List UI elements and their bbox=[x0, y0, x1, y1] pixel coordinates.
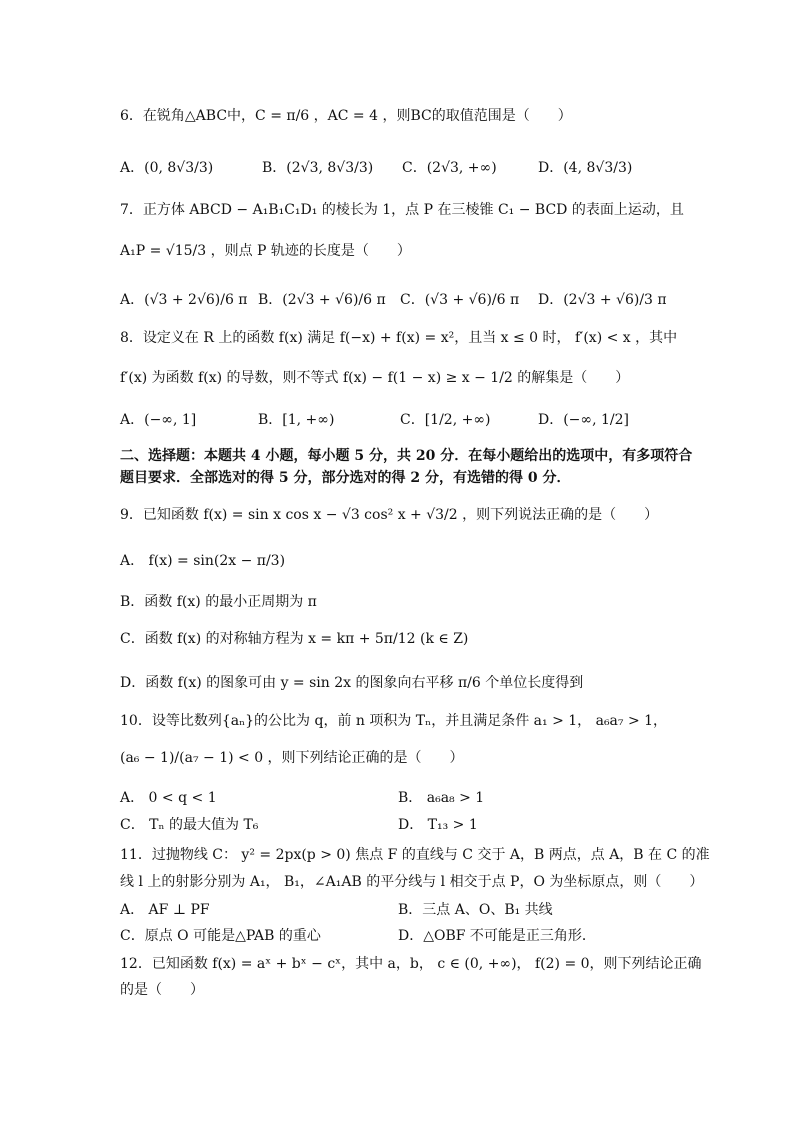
q8-option-d: D．(−∞, 1/2] bbox=[538, 412, 629, 428]
q7-option-b: B．(2√3 + √6)/6 π bbox=[258, 292, 386, 308]
q8-option-a: A．(−∞, 1] bbox=[120, 412, 197, 428]
q10-option-d: D． T₁₃ > 1 bbox=[398, 817, 478, 833]
q6-option-b: B．(2√3, 8√3/3) bbox=[262, 160, 374, 176]
q10-option-b: B． a₆a₈ > 1 bbox=[398, 790, 485, 806]
q11-option-d: D．△OBF 不可能是正三角形． bbox=[398, 928, 596, 944]
q10-option-c: C． Tₙ 的最大值为 T₆ bbox=[120, 817, 259, 833]
q11-option-a: A． AF ⊥ PF bbox=[120, 902, 210, 918]
q8-option-c: C．[1/2, +∞) bbox=[400, 412, 491, 428]
q7-option-d: D．(2√3 + √6)/3 π bbox=[538, 292, 667, 308]
q7-option-a: A．(√3 + 2√6)/6 π bbox=[120, 292, 248, 308]
q10-option-a: A． 0 < q < 1 bbox=[120, 790, 217, 806]
q11-option-c: C．原点 O 可能是△PAB 的重心 bbox=[120, 928, 321, 944]
q7-stem-line1: 7．正方体 ABCD − A₁B₁C₁D₁ 的棱长为 1，点 P 在三棱锥 C₁ − BCD 的表面上运动，且 bbox=[120, 202, 684, 218]
q11-stem-line2: 线 l 上的射影分别为 A₁， B₁，∠A₁AB 的平分线与 l 相交于点 P，O 为坐标原点，则（ ） bbox=[120, 874, 704, 890]
q6-option-d: D．(4, 8√3/3) bbox=[538, 160, 633, 176]
q7-stem-line2: A₁P = √15/3 ，则点 P 轨迹的长度是（ ） bbox=[120, 243, 411, 259]
section2-heading-line1: 二、选择题：本题共 4 小题，每小题 5 分，共 20 分．在每小题给出的选项中，有多项符合 bbox=[120, 448, 693, 464]
section2-heading-line2: 题目要求．全部选对的得 5 分，部分选对的得 2 分，有选错的得 0 分． bbox=[120, 470, 571, 486]
q10-stem-line1: 10．设等比数列{aₙ}的公比为 q，前 n 项积为 Tₙ，并且满足条件 a₁ > 1， a₆a₇ > 1， bbox=[120, 713, 668, 729]
q6-stem: 6．在锐角△ABC中，C = π/6 ，AC = 4 ，则BC的取值范围是（ ） bbox=[120, 108, 572, 124]
q10-stem-line2: (a₆ − 1)/(a₇ − 1) < 0 ，则下列结论正确的是（ ） bbox=[120, 750, 464, 766]
q8-option-b: B．[1, +∞) bbox=[258, 412, 335, 428]
q12-stem-line2: 的是（ ） bbox=[120, 982, 204, 998]
q9-option-c: C．函数 f(x) 的对称轴方程为 x = kπ + 5π/12 (k ∈ Z) bbox=[120, 631, 469, 647]
q9-option-a: A． f(x) = sin(2x − π/3) bbox=[120, 553, 286, 569]
q9-stem: 9．已知函数 f(x) = sin x cos x − √3 cos² x + √3/2 ，则下列说法正确的是（ ） bbox=[120, 507, 659, 523]
q8-stem-line2: f′(x) 为函数 f(x) 的导数，则不等式 f(x) − f(1 − x) ≥ x − 1/2 的解集是（ ） bbox=[120, 370, 630, 386]
q12-stem-line1: 12．已知函数 f(x) = aˣ + bˣ − cˣ，其中 a，b， c ∈ (0, +∞)， f(2) = 0，则下列结论正确 bbox=[120, 956, 702, 972]
q11-option-b: B．三点 A、O、B₁ 共线 bbox=[398, 902, 553, 918]
q8-stem-line1: 8．设定义在 R 上的函数 f(x) 满足 f(−x) + f(x) = x²，且当 x ≤ 0 时， f′(x) < x ，其中 bbox=[120, 330, 678, 346]
q6-option-a: A．(0, 8√3/3) bbox=[120, 160, 214, 176]
q9-option-d: D．函数 f(x) 的图象可由 y = sin 2x 的图象向右平移 π/6 个单位长度得到 bbox=[120, 675, 584, 691]
q11-stem-line1: 11．过抛物线 C： y² = 2px(p > 0) 焦点 F 的直线与 C 交于 A，B 两点，点 A，B 在 C 的准 bbox=[120, 847, 710, 863]
q6-option-c: C．(2√3, +∞) bbox=[402, 160, 497, 176]
q7-option-c: C．(√3 + √6)/6 π bbox=[400, 292, 520, 308]
q9-option-b: B．函数 f(x) 的最小正周期为 π bbox=[120, 594, 317, 610]
